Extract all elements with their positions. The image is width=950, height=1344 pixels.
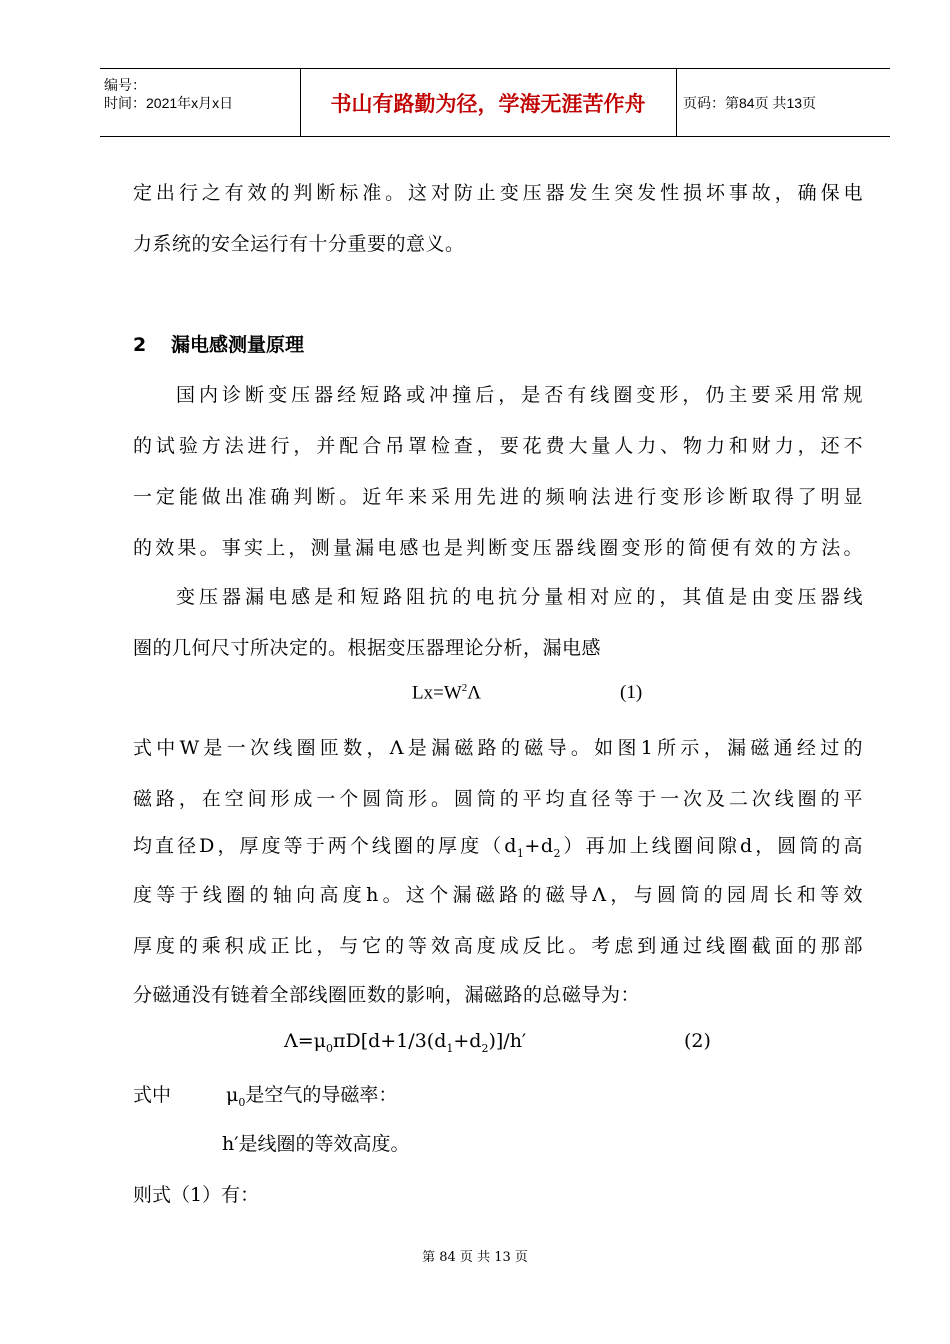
subscript: 1: [516, 846, 525, 860]
text-line: 国内诊断变压器经短路或冲撞后，是否有线圈变形，仍主要采用常规: [176, 384, 863, 406]
section-heading: [133, 330, 304, 357]
header-page-info-text: 页码：第84页 共13页: [683, 94, 817, 111]
subscript: 2: [553, 846, 561, 860]
text-line: 力系统的安全运行有十分重要的意义。: [133, 233, 465, 255]
header-page-info: [683, 69, 890, 136]
subscript: 1: [446, 1041, 454, 1055]
text-line: 定出行之有效的判断标准。这对防止变压器发生突发性损坏事故，确保电: [133, 182, 863, 204]
text-line: 磁路，在空间形成一个圆筒形。圆筒的平均直径等于一次及二次线圈的平: [133, 788, 863, 810]
formula-1-lhs: Lx=W: [412, 682, 462, 704]
subscript: 0: [326, 1041, 333, 1055]
mu-symbol: μ: [226, 1084, 239, 1106]
header-motto: 书山有路勤为径，学海无涯苦作舟: [330, 91, 646, 116]
text-line: 变压器漏电感是和短路阻抗的电抗分量相对应的，其值是由变压器线: [176, 586, 863, 608]
text-line: [133, 831, 863, 860]
formula-1-exponent: 2: [461, 682, 468, 694]
then-line: 则式（1）有：: [133, 1184, 260, 1206]
page-header: [100, 68, 890, 137]
where-mu-line: [226, 1080, 397, 1109]
formula-2: [284, 1030, 526, 1055]
text-segment: +d: [524, 835, 554, 857]
page-footer: [0, 1246, 950, 1265]
text-line: 的效果。事实上，测量漏电感也是判断变压器线圈变形的简便有效的方法。: [133, 537, 863, 559]
header-time-label: 时间：2021年x月x日: [104, 95, 234, 111]
mu-description: 是空气的导磁率：: [245, 1084, 398, 1106]
subscript: 2: [481, 1041, 489, 1055]
header-number-label: 编号：: [104, 77, 146, 93]
formula-2-part: )]/h′: [488, 1030, 527, 1052]
header-meta-cell: [100, 69, 300, 136]
text-segment: ）再加上线圈间隙d，圆筒的高: [561, 835, 863, 857]
formula-2-number: (2): [684, 1030, 711, 1052]
text-segment: 均直径D，厚度等于两个线圈的厚度（d: [133, 835, 517, 857]
where-label: 式中: [133, 1084, 172, 1106]
where-h-line: h′是线圈的等效高度。: [222, 1133, 410, 1155]
text-line: 度等于线圈的轴向高度h。这个漏磁路的磁导Λ，与圆筒的园周长和等效: [133, 884, 863, 906]
section-title: 漏电感测量原理: [171, 334, 305, 356]
text-line: 式中W是一次线圈匝数，Λ是漏磁路的磁导。如图1所示，漏磁通经过的: [133, 737, 863, 759]
formula-1-number: (1): [620, 682, 643, 703]
text-line: 圈的几何尺寸所决定的。根据变压器理论分析，漏电感: [133, 637, 602, 659]
formula-2-part: Λ=μ: [284, 1030, 326, 1052]
section-number: 2: [133, 334, 147, 356]
text-line: 厚度的乘积成正比，与它的等效高度成反比。考虑到通过线圈截面的那部: [133, 935, 863, 957]
formula-1-rhs: Λ: [467, 682, 482, 704]
footer-page-text: 第 84 页 共 13 页: [422, 1250, 528, 1265]
text-line: 的试验方法进行，并配合吊罩检查，要花费大量人力、物力和财力，还不: [133, 435, 863, 457]
formula-2-part: +d: [453, 1030, 482, 1052]
text-line: 一定能做出准确判断。近年来采用先进的频响法进行变形诊断取得了明显: [133, 486, 863, 508]
formula-2-part: πD[d+1/3(d: [333, 1030, 447, 1052]
text-line: 分磁通没有链着全部线圈匝数的影响，漏磁路的总磁导为：: [133, 984, 641, 1006]
subscript: 0: [238, 1095, 246, 1109]
header-divider: [676, 69, 677, 136]
formula-1: [412, 682, 481, 704]
